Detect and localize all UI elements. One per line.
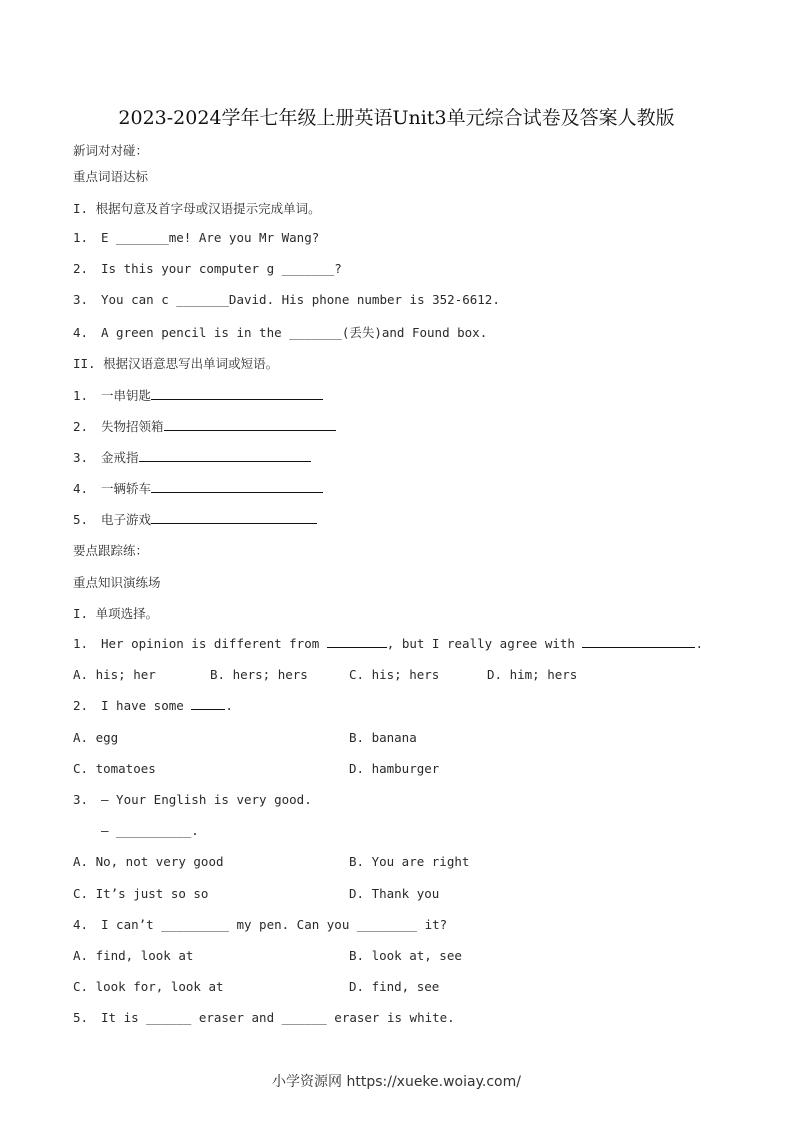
answer-blank xyxy=(151,398,323,400)
question-line xyxy=(73,917,447,932)
option: C. It’s just so so xyxy=(73,886,209,901)
option: B. look at, see xyxy=(349,948,462,963)
question-number: 4. xyxy=(73,325,89,340)
question-text: E _______me! Are you Mr Wang? xyxy=(101,230,320,245)
answer-blank xyxy=(164,429,336,431)
question-number: 1. xyxy=(73,388,89,403)
vocab-prompt: 一串钥匙 xyxy=(101,388,152,403)
question-line xyxy=(73,792,312,807)
answer-blank xyxy=(191,708,225,710)
question-number: 1. xyxy=(73,230,89,245)
option: B. banana xyxy=(349,730,417,745)
section-subheading-key-words: 重点词语达标 xyxy=(73,169,149,184)
question-line xyxy=(73,230,319,245)
question-text: You can c _______David. His phone number is 352-6612. xyxy=(101,292,500,307)
question-text: I can’t _________ my pen. Can you ________ it? xyxy=(101,917,448,932)
vocab-line xyxy=(73,386,323,404)
option: D. him; hers xyxy=(487,667,578,682)
question-text: . xyxy=(695,636,703,651)
question-line xyxy=(73,261,342,276)
question-line xyxy=(73,1010,455,1025)
question-number: 3. xyxy=(73,292,89,307)
answer-blank xyxy=(151,491,323,493)
question-text: I have some xyxy=(101,698,184,713)
question-text: A green pencil is in the _______(丢失)and Found box. xyxy=(101,325,488,340)
footer-watermark: 小学资源网 https://xueke.woiay.com/ xyxy=(272,1074,521,1090)
part-i-heading: I. 根据句意及首字母或汉语提示完成单词。 xyxy=(73,201,321,216)
question-number: 2. xyxy=(73,261,89,276)
question-number: 2. xyxy=(73,698,89,713)
section-heading-practice: 要点跟踪练： xyxy=(73,543,149,558)
question-number: 3. xyxy=(73,792,89,807)
question-text: — __________. xyxy=(101,823,199,838)
option: A. his; her xyxy=(73,667,156,682)
option: C. his; hers xyxy=(349,667,440,682)
question-number: 2. xyxy=(73,419,89,434)
answer-blank xyxy=(151,522,317,524)
vocab-prompt: 金戒指 xyxy=(101,450,139,465)
option: C. look for, look at xyxy=(73,979,224,994)
section-subheading-key-knowledge: 重点知识演练场 xyxy=(73,575,161,590)
section-heading-new-words: 新词对对碰： xyxy=(73,143,149,158)
question-text: Her opinion is different from xyxy=(101,636,320,651)
question-text: . xyxy=(225,698,233,713)
question-line xyxy=(73,323,487,341)
vocab-prompt: 一辆轿车 xyxy=(101,481,152,496)
vocab-line xyxy=(73,448,311,466)
question-line xyxy=(73,292,500,307)
question-number: 3. xyxy=(73,450,89,465)
answer-blank xyxy=(327,646,387,648)
question-line xyxy=(73,636,703,651)
option: D. find, see xyxy=(349,979,440,994)
option: D. hamburger xyxy=(349,761,440,776)
question-number: 5. xyxy=(73,1010,89,1025)
question-number: 4. xyxy=(73,481,89,496)
option: D. Thank you xyxy=(349,886,440,901)
part-ii-heading: II. 根据汉语意思写出单词或短语。 xyxy=(73,356,279,371)
vocab-prompt: 失物招领箱 xyxy=(101,419,164,434)
vocab-line xyxy=(73,479,323,497)
question-line xyxy=(73,698,233,713)
question-text: It is ______ eraser and ______ eraser is white. xyxy=(101,1010,455,1025)
question-number: 1. xyxy=(73,636,89,651)
question-number: 5. xyxy=(73,512,89,527)
option: A. egg xyxy=(73,730,119,745)
option: A. find, look at xyxy=(73,948,194,963)
vocab-prompt: 电子游戏 xyxy=(101,512,152,527)
question-text: — Your English is very good. xyxy=(101,792,312,807)
vocab-line xyxy=(73,510,317,528)
part-iii-heading: I. 单项选择。 xyxy=(73,606,159,621)
option: B. You are right xyxy=(349,854,470,869)
answer-blank xyxy=(139,460,311,462)
option: B. hers; hers xyxy=(210,667,308,682)
option: A. No, not very good xyxy=(73,854,224,869)
page-title: 2023-2024学年七年级上册英语Unit3单元综合试卷及答案人教版 xyxy=(118,107,675,129)
vocab-line xyxy=(73,417,336,435)
answer-blank xyxy=(582,646,695,648)
option: C. tomatoes xyxy=(73,761,156,776)
question-text: , but I really agree with xyxy=(386,636,575,651)
question-number: 4. xyxy=(73,917,89,932)
question-text: Is this your computer g _______? xyxy=(101,261,342,276)
